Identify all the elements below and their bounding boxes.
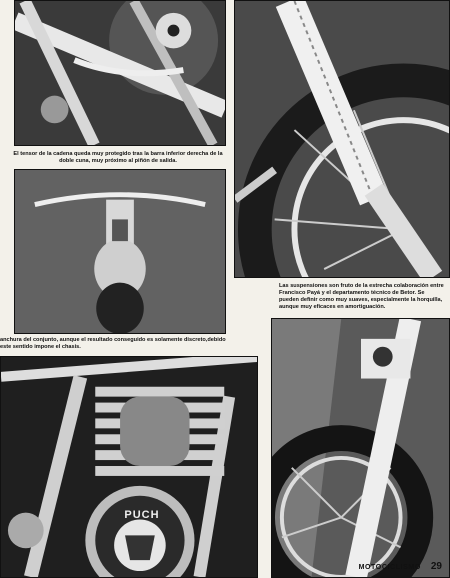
page-footer: [359, 561, 442, 572]
magazine-name: MOTOCICLISMO: [358, 564, 421, 571]
photo-engine: [0, 356, 258, 578]
photo-front-wheel: [271, 318, 450, 578]
engine-badge-lettering: PUCH: [124, 509, 160, 521]
caption-frame-width: anchura del conjunto, aunque el resultado conseguido es solamente discreto,debido este sentido impone el chasis.: [0, 337, 226, 350]
caption-suspension: Las suspensiones son fruto de la estrecha colaboración entre Francisco Payá y el departamento técnico de Betor. Se pueden definir como muy suaves, especialmente la horquilla, aunque muy eficaces en amortiguación.: [279, 283, 444, 310]
photo-handlebar-top-view: [14, 169, 226, 334]
photo-front-suspension: [234, 0, 450, 278]
caption-chain-tensioner: El tensor de la cadena queda muy protegido tras la barra inferior derecha de la doble cuna, muy próximo al piñón de salida.: [13, 151, 223, 164]
photo-chain-tensioner: [14, 0, 226, 146]
page-number: 29: [430, 561, 442, 572]
